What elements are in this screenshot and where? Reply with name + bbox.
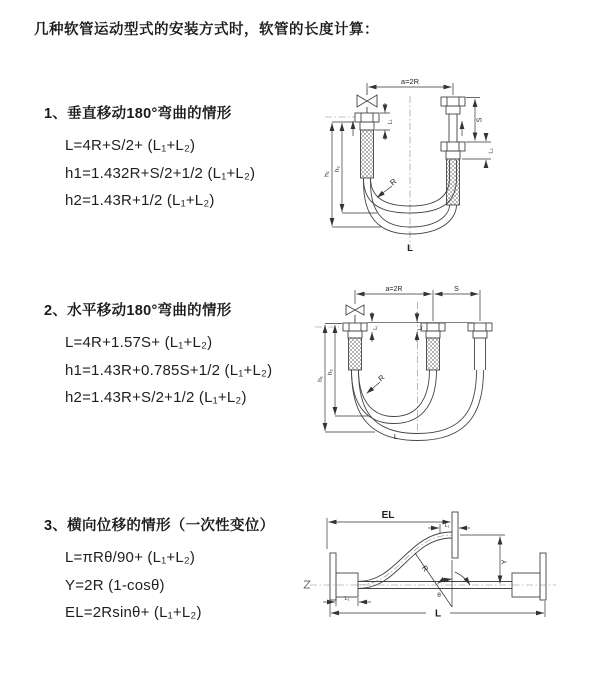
right-end-fitting-upper [441, 97, 465, 142]
dim-label-theta: θ [437, 592, 441, 599]
dim-label-l1: L₁ [373, 325, 379, 330]
hose-assembly [304, 512, 546, 600]
formula-line: h1=1.432R+S/2+1/2 (L₁+L₂) [65, 164, 256, 182]
left-end-fitting [343, 323, 367, 370]
braided-hose-section [361, 130, 374, 178]
centerline-mark [304, 581, 310, 588]
diagram-vertical-180-bend [305, 70, 587, 262]
dim-label-l2: L₂ [488, 148, 495, 154]
swing-arc [455, 572, 470, 585]
dim-label-a2r: a=2R [400, 77, 420, 86]
dim-label-l1: L₁ [387, 119, 394, 125]
dim-label-l1-top: L₁ [444, 523, 450, 529]
section-1-heading: 1、垂直移动180°弯曲的情形 [44, 106, 232, 122]
section-lateral [44, 514, 312, 627]
left-end-fitting [355, 113, 379, 178]
dim-label-r: R [376, 372, 387, 384]
construction-lines [415, 553, 470, 607]
dim-label-r: R [419, 563, 431, 574]
dim-label-r: R [388, 176, 399, 188]
dim-label-l2: L₂ [418, 325, 424, 330]
radius-leader [377, 186, 392, 198]
section-3-heading: 3、横向位移的情形（一次性变位） [44, 518, 275, 534]
formula-line: EL=2Rsinθ+ (L₁+L₂) [65, 604, 202, 621]
dim-label-h2: h₂ [327, 368, 334, 376]
s-curve-hose [358, 532, 452, 589]
page-title: 几种软管运动型式的安装方式时，软管的长度计算： [34, 22, 379, 38]
formula-line: h2=1.43R+1/2 (L₁+L₂) [65, 192, 215, 209]
valve-icon [346, 305, 364, 323]
diagram-horizontal-180-bend [303, 282, 589, 460]
section-2-heading: 2、水平移动180°弯曲的情形 [44, 303, 232, 319]
section-1-formulas [65, 132, 312, 215]
braided-hose-section [349, 338, 362, 370]
radius-leader [367, 382, 381, 394]
middle-end-fitting [421, 323, 445, 370]
right-end-fitting-moved [468, 323, 492, 370]
formula-line: h1=1.43R+0.785S+1/2 (L₁+L₂) [65, 361, 273, 379]
dim-label-l1-bottom: L₁ [344, 596, 350, 602]
dim-label-h1: h₁ [323, 171, 331, 177]
dimension-lines [332, 83, 491, 227]
dim-label-h1: h₁ [317, 376, 324, 382]
section-3-formulas [65, 544, 312, 627]
dim-label-l: L [434, 608, 442, 620]
dim-label-l: L [393, 432, 399, 441]
dim-label-s: S [454, 286, 459, 293]
formula-line: Y=2R (1-cosθ) [65, 576, 165, 594]
dimension-lines [323, 518, 545, 617]
left-flange-fitting [330, 553, 358, 600]
dim-label-h2: h₂ [334, 165, 341, 173]
formula-line: L=4R+1.57S+ (L₁+L₂) [65, 334, 213, 351]
braided-hose-section [427, 338, 440, 370]
section-horizontal-180 [44, 299, 312, 412]
dim-label-y: Y [499, 559, 509, 565]
formula-line: L=4R+S/2+ (L₁+L₂) [65, 137, 196, 154]
dim-label-l: L [407, 243, 413, 254]
dim-label-s: S [476, 117, 484, 123]
section-vertical-180 [44, 102, 312, 215]
diagram-lateral-displacement [300, 505, 565, 640]
upper-flange-fitting [452, 512, 458, 558]
section-2-formulas [65, 329, 312, 412]
braided-hose-section [447, 159, 460, 205]
right-flange-fitting [512, 553, 546, 600]
formula-line: h2=1.43R+S/2+1/2 (L₁+L₂) [65, 389, 247, 406]
formula-line: L=πRθ/90+ (L₁+L₂) [65, 549, 196, 566]
dim-label-el: EL [381, 510, 395, 521]
valve-icon [357, 89, 377, 113]
centerlines [310, 535, 556, 585]
dim-label-a2r: a=2R [385, 286, 403, 293]
